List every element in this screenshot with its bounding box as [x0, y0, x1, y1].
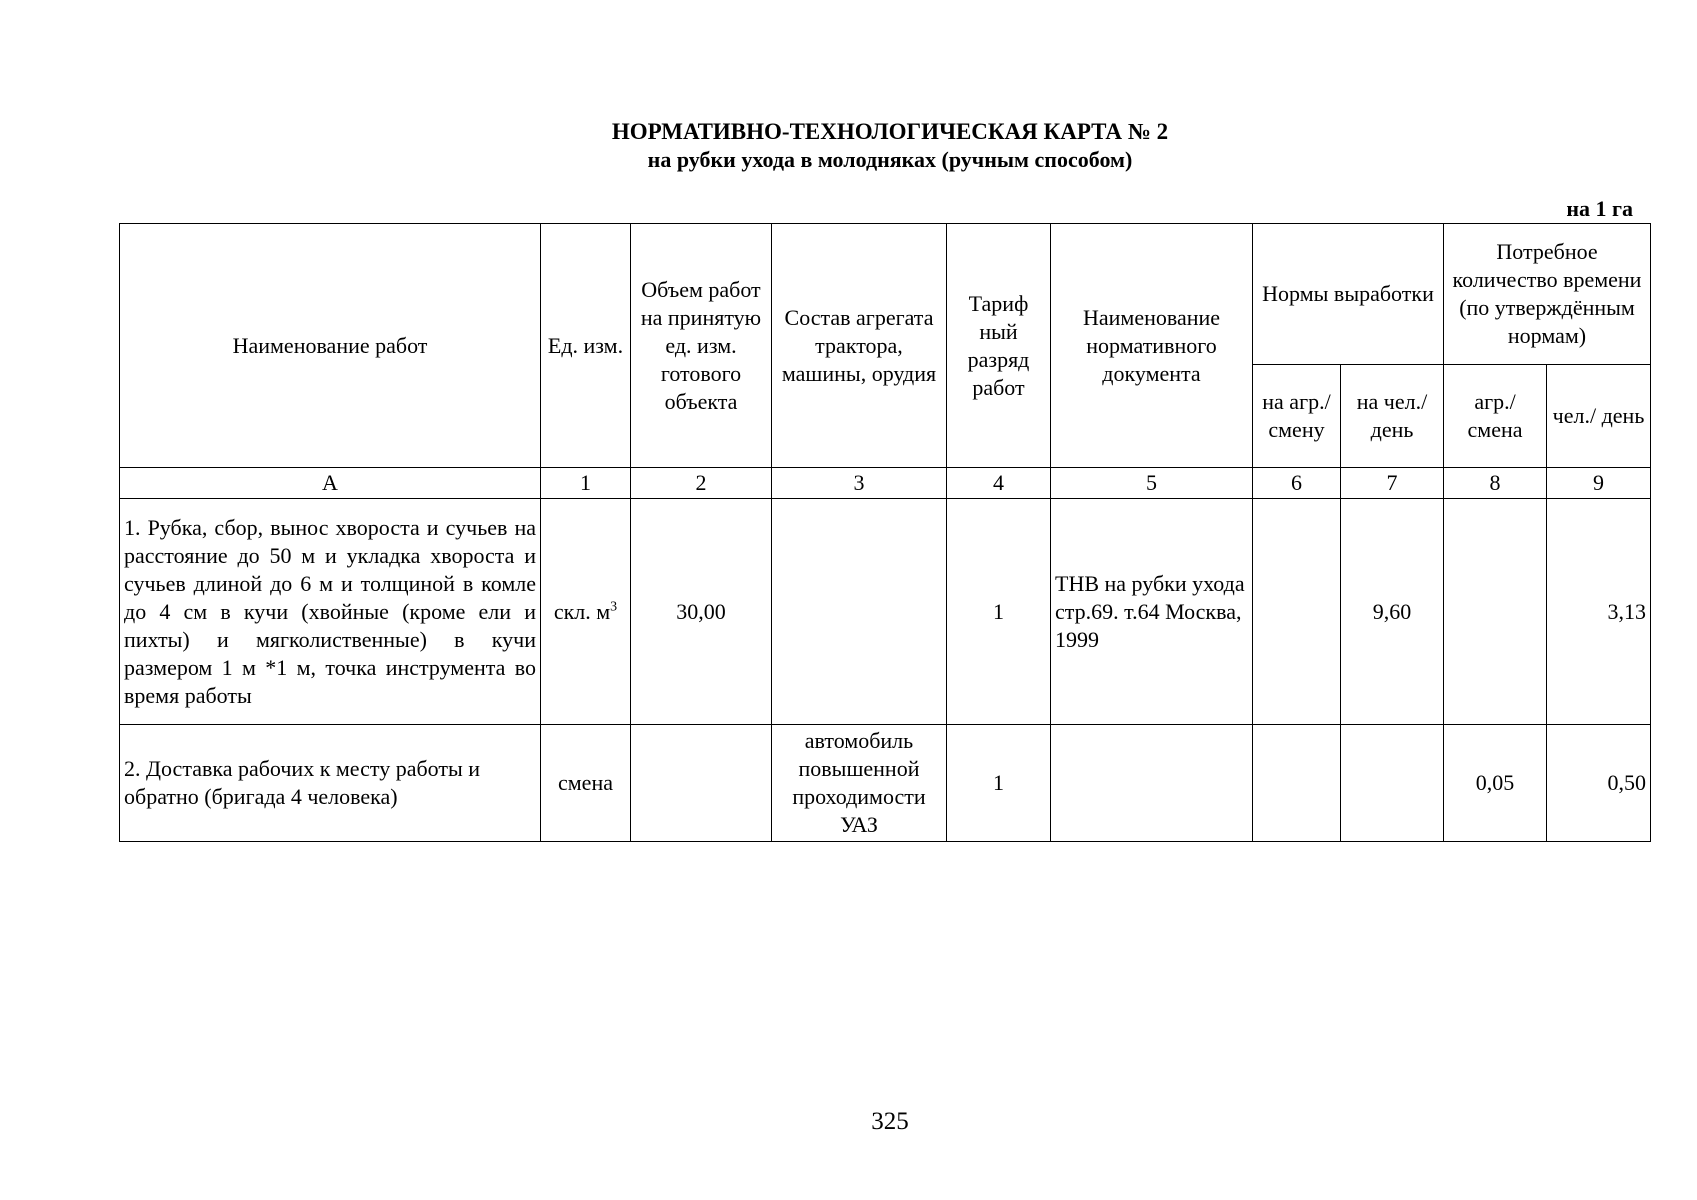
row-required-agr: 0,05 [1444, 725, 1547, 842]
header-row-top [120, 224, 1651, 365]
header-required: Потребное количество времени (по утверждённым нормам) [1444, 224, 1651, 365]
column-number: 5 [1051, 468, 1253, 499]
header-tariff: Тариф ный разряд работ [947, 224, 1051, 468]
column-number: 6 [1253, 468, 1341, 499]
page-number: 325 [871, 1108, 909, 1135]
column-number: А [120, 468, 541, 499]
row-unit-superscript: 3 [610, 599, 618, 615]
row-work-name: 1. Рубка, сбор, вынос хвороста и сучьев на расстояние до 50 м и укладка хвороста и сучьев длиной до 6 м и толщиной в комле до 4 см в кучи (хвойные (кроме ели и пихты) и мягколиственные) в кучи размером 1 м *1 м, точка инструмента во время работы [120, 499, 541, 725]
table-row [120, 499, 1651, 725]
row-volume: 30,00 [631, 499, 772, 725]
table-row [120, 725, 1651, 842]
row-norms-agr [1253, 499, 1341, 725]
row-required-man: 3,13 [1547, 499, 1651, 725]
row-tariff: 1 [947, 499, 1051, 725]
header-norms-agr: на агр./ смену [1253, 365, 1341, 468]
column-number: 8 [1444, 468, 1547, 499]
header-volume: Объем работ на принятую ед. изм. готового объекта [631, 224, 772, 468]
row-norms-agr [1253, 725, 1341, 842]
column-number: 7 [1341, 468, 1444, 499]
row-tariff: 1 [947, 725, 1051, 842]
normative-table [119, 223, 1651, 842]
row-composition: автомобиль повышенной проходимости УАЗ [772, 725, 947, 842]
header-norms-man: на чел./ день [1341, 365, 1444, 468]
header-unit: Ед. изм. [541, 224, 631, 468]
row-required-man: 0,50 [1547, 725, 1651, 842]
column-number: 9 [1547, 468, 1651, 499]
row-normative-doc: ТНВ на рубки ухода стр.69. т.64 Москва, 1999 [1051, 499, 1253, 725]
row-unit-text: скл. м [553, 598, 611, 624]
row-unit [541, 499, 631, 725]
header-composition: Состав агрегата трактора, машины, орудия [772, 224, 947, 468]
row-composition [772, 499, 947, 725]
column-number: 4 [947, 468, 1051, 499]
row-norms-man: 9,60 [1341, 499, 1444, 725]
header-required-agr: агр./ смена [1444, 365, 1547, 468]
header-work-name: Наименование работ [120, 224, 541, 468]
column-number: 3 [772, 468, 947, 499]
header-required-man: чел./ день [1547, 365, 1651, 468]
row-unit: смена [541, 725, 631, 842]
header-norms: Нормы выработки [1253, 224, 1444, 365]
column-number: 1 [541, 468, 631, 499]
row-normative-doc [1051, 725, 1253, 842]
document-title: НОРМАТИВНО-ТЕХНОЛОГИЧЕСКАЯ КАРТА № 2 [611, 119, 1169, 144]
row-required-agr [1444, 499, 1547, 725]
column-number: 2 [631, 468, 772, 499]
row-volume [631, 725, 772, 842]
document-subtitle: на рубки ухода в молодняках (ручным способом) [647, 147, 1133, 172]
row-norms-man [1341, 725, 1444, 842]
header-normative-doc: Наименование нормативного документа [1051, 224, 1253, 468]
column-number-row [120, 468, 1651, 499]
row-work-name: 2. Доставка рабочих к месту работы и обратно (бригада 4 человека) [120, 725, 541, 842]
unit-note: на 1 га [1566, 196, 1633, 221]
